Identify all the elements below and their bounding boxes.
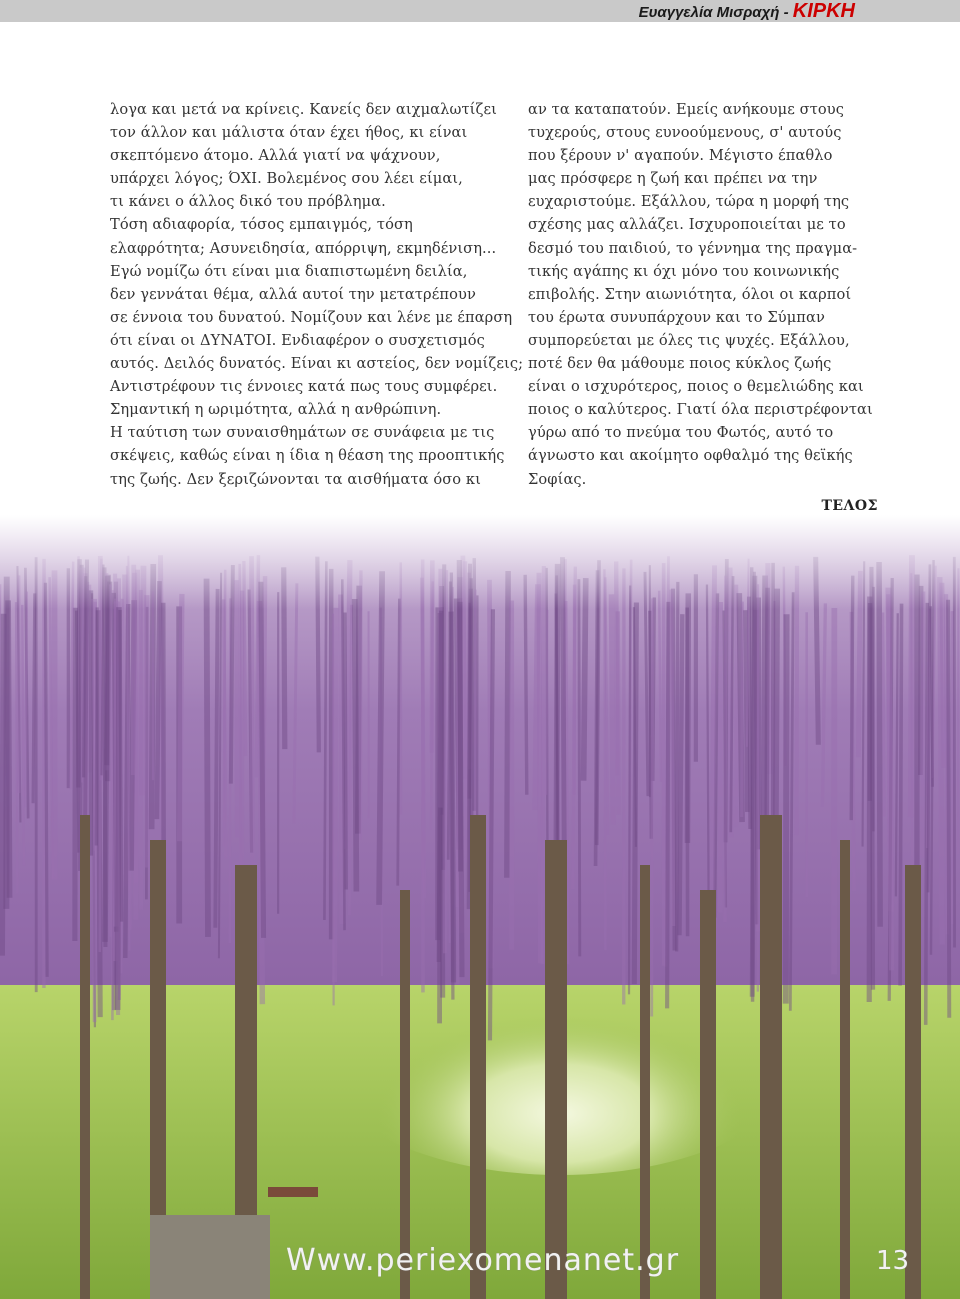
text-line: σκέψεις, καθώς είναι η ίδια η θέαση της προοπτικής — [110, 447, 505, 465]
text-line: συμπορεύεται με όλες τις ψυχές. Εξάλλου, — [528, 331, 850, 349]
text-line: ποτέ δεν θα μάθουμε ποιος κύκλος ζωής — [528, 355, 832, 373]
text-line: υπάρχει λόγος; ΌΧΙ. Βολεμένος σου λέει είμαι, — [110, 170, 463, 188]
text-line: που ξέρουν ν' αγαπούν. Μέγιστο έπαθλο — [528, 147, 833, 165]
text-line: Τόση αδιαφορία, τόσος εμπαιγμός, τόση — [110, 216, 413, 234]
text-line: ότι είναι οι ΔΥΝΑΤΟΙ. Ενδιαφέρον ο συσχετισμός — [110, 331, 485, 349]
text-line: ποιος ο καλύτερος. Γιατί όλα περιστρέφονται — [528, 401, 873, 419]
text-line: άγνωστο και ακοίμητο οφθαλμό της θεϊκής — [528, 447, 853, 465]
wisteria-illustration — [0, 515, 960, 1299]
text-line: της ζωής. Δεν ξεριζώνονται τα αισθήματα όσο κι — [110, 470, 481, 488]
text-line: σκεπτόμενο άτομο. Αλλά γιατί να ψάχνουν, — [110, 147, 441, 165]
header-title: ΚΙΡΚΗ — [792, 0, 855, 22]
text-line: σε έννοια του δυνατού. Νομίζουν και λένε με έπαρση — [110, 308, 513, 326]
end-label: ΤΕΛΟΣ — [821, 498, 878, 514]
text-line: τι κάνει ο άλλος δικό του πρόβλημα. — [110, 193, 386, 211]
wisteria-tunnel-photo — [0, 515, 960, 1299]
text-line: γύρω από το πνεύμα του Φωτός, αυτό το — [528, 424, 834, 442]
text-line: σχέσης μας αλλάζει. Ισχυροποιείται με το — [528, 216, 846, 234]
text-line: λογα και μετά να κρίνεις. Κανείς δεν αιχμαλωτίζει — [110, 101, 497, 118]
text-line: ευχαριστούμε. Εξάλλου, τώρα η μορφή της — [528, 193, 850, 211]
page-number: 13 — [876, 1246, 910, 1276]
left-text-column — [110, 98, 530, 491]
text-line: τον άλλον και μάλιστα όταν έχει ήθος, κι είναι — [110, 124, 468, 142]
text-line: τυχερούς, στους ευνοούμενους, σ' αυτούς — [528, 124, 842, 142]
header-separator: - — [779, 4, 793, 21]
text-line: αν τα καταπατούν. Εμείς ανήκουμε στους — [528, 101, 844, 118]
footer-url: Www.periexomenanet.gr — [286, 1243, 680, 1278]
text-line: ελαφρότητα; Ασυνειδησία, απόρριψη, εκμηδένιση... — [110, 239, 497, 257]
text-line: επιβολής. Στην αιωνιότητα, όλοι οι καρποί — [528, 285, 852, 303]
text-line: Σημαντική η ωριμότητα, αλλά η ανθρώπινη. — [110, 401, 442, 419]
text-line: μας πρόσφερε η ζωή και πρέπει να την — [528, 170, 818, 188]
text-line: τικής αγάπης κι όχι μόνο του κοινωνικής — [528, 262, 840, 280]
text-line: αυτός. Δειλός δυνατός. Είναι κι αστείος, δεν νομίζεις; — [110, 355, 524, 373]
text-line: Αντιστρέφουν τις έννοιες κατά πως τους συμφέρει. — [110, 378, 498, 396]
text-line: είναι ο ισχυρότερος, ποιος ο θεμελιώδης και — [528, 378, 864, 396]
header-author: Ευαγγελία Μισραχή — [638, 4, 780, 21]
text-line: Εγώ νομίζω ότι είναι μια διαπιστωμένη δειλία, — [110, 262, 468, 280]
text-line: δεσμό του παιδιού, το γέννημα της πραγμα- — [528, 239, 858, 257]
right-text-column — [528, 98, 948, 491]
text-line: Η ταύτιση των συναισθημάτων σε συνάφεια με τις — [110, 424, 495, 442]
text-line: δεν γεννάται θέμα, αλλά αυτοί την μετατρέπουν — [110, 285, 476, 303]
text-line: του έρωτα συνυπάρχουν και το Σύμπαν — [528, 308, 825, 326]
running-header — [0, 0, 960, 22]
text-line: Σοφίας. — [528, 470, 587, 488]
